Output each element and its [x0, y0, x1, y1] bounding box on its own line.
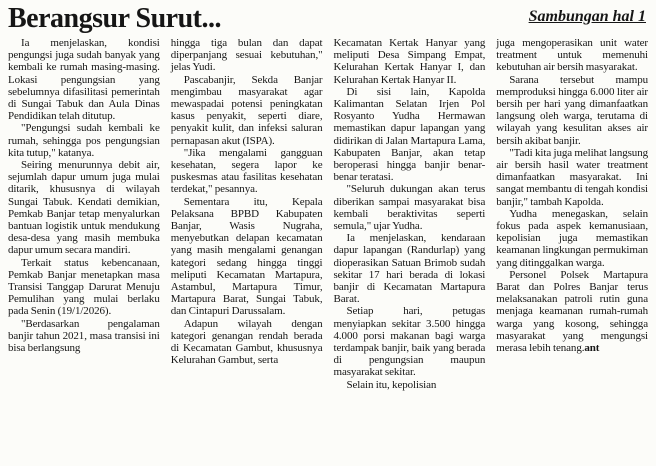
paragraph: Di sisi lain, Kapolda Kalimantan Selatan Irjen Pol Rosyanto Yudha Hermawan memastikan dapur lapangan yang didirikan di Jalan Martapura Lama, Kabupaten Banjar, akan tetap beroperasi hingga banjir benar-benar teratasi.: [333, 85, 486, 184]
paragraph: Setiap hari, petugas menyiapkan sekitar 3.500 hingga 4.000 porsi makanan bagi warga terdampak banjir, baik yang berada di pengungsian maupun masyarakat sekitar.: [333, 305, 486, 379]
paragraph: "Tadi kita juga melihat langsung air bersih hasil water treatment dimanfaatkan masyarakat. Ini sangat membantu di tengah kondisi banjir," tambah Kapolda.: [496, 146, 648, 208]
paragraph: Adapun wilayah dengan kategori genangan rendah berada di Kecamatan Gambut, khususnya Kelurahan Gambut, serta: [170, 317, 323, 367]
paragraph: Terkait status kebencanaan, Pemkab Banjar menetapkan masa Transisi Tanggap Darurat Menuju Pemulihan yang mulai berlaku pada Senin (19/1/2026).: [8, 256, 160, 318]
article-columns: [8, 37, 648, 391]
paragraph: "Seluruh dukungan akan terus diberikan sampai masyarakat bisa kembali beraktivitas seperti semula," ujar Yudha.: [333, 183, 486, 233]
article-column-3: [334, 37, 486, 391]
paragraph: Selain itu, kepolisian: [346, 378, 437, 391]
article-column-1: [8, 37, 160, 391]
paragraph: Pascabanjir, Sekda Banjar mengimbau masyarakat agar mewaspadai potensi peningkatan kasus penyakit, seperti diare, penyakit kulit, dan infeksi saluran pernapasan akut (ISPA).: [170, 73, 323, 147]
paragraph: "Jika mengalami gangguan kesehatan, segera lapor ke puskesmas atau fasilitas kesehatan terdekat," pesannya.: [170, 146, 323, 196]
paragraph: Seiring menurunnya debit air, sejumlah dapur umum juga mulai ditarik, khususnya di wilayah Sungai Tabuk. Kendati demikian, Pemkab Banjar tetap menyalurkan bantuan logistik untuk mendukung desa-desa yang masih membuka dapur umum secara mandiri.: [8, 159, 160, 257]
article-column-2: [171, 37, 323, 391]
paragraph: "Pengungsi sudah kembali ke rumah, sehingga pos pengungsian kita tutup," katanya.: [8, 122, 160, 159]
paragraph: hingga tiga bulan dan dapat diperpanjang sesuai kebutuhan," jelas Yudi.: [170, 37, 323, 74]
paragraph: Yudha menegaskan, selain fokus pada aspek kemanusiaan, kepolisian juga memastikan keamanan lingkungan permukiman yang ditinggalkan warga.: [496, 207, 648, 269]
paragraph: Ia menjelaskan, kendaraan dapur lapangan (Randurlap) yang dioperasikan Satuan Brimob sudah sekitar 17 hari berada di lokasi banjir di Kecamatan Martapura Barat.: [333, 232, 486, 306]
paragraph: "Berdasarkan pengalaman banjir tahun 2021, masa transisi ini bisa berlangsung: [8, 317, 160, 355]
news-agency-tag: ant: [584, 342, 600, 355]
paragraph: juga mengoperasikan unit water treatment untuk memenuhi kebutuhan air bersih masyarakat.: [496, 37, 648, 74]
paragraph: Ia menjelaskan, kondisi pengungsi juga sudah banyak yang kembali ke rumah masing-masing. Lokasi pengungsian yang sebelumnya difasilitasi pemerintah di Sungai Tabuk dan Aula Dinas Pendidikan telah ditutup.: [8, 37, 160, 123]
paragraph: Sarana tersebut mampu memproduksi hingga 6.000 liter air bersih per hari yang dimanfaatkan langsung oleh warga, terutama di wilayah yang kesulitan akses air bersih akibat banjir.: [496, 73, 648, 147]
paragraph: Kecamatan Kertak Hanyar yang meliputi Desa Simpang Empat, Kelurahan Kertak Hanyar I, dan Kelurahan Kertak Hanyar II.: [333, 37, 486, 86]
article-column-4: [496, 37, 648, 391]
paragraph: Personel Polsek Martapura Barat dan Polres Banjar terus melaksanakan patroli rutin guna menjaga keamanan rumah-rumah warga yang kosong, sehingga masyarakat yang mengungsi merasa lebih tenang.ant: [496, 268, 648, 355]
article-title: Berangsur Surut...: [8, 3, 221, 34]
paragraph: Sementara itu, Kepala Pelaksana BPBD Kabupaten Banjar, Wasis Nugraha, menyebutkan delapan kecamatan yang masih mengalami genangan kategori sedang hingga tinggi meliputi Kecamatan Martapura, Astambul, Martapura Timur, Martapura Barat, Sungai Tabuk, dan Cintapuri Darussalam.: [170, 195, 323, 318]
continuation-label: Sambungan hal 1: [528, 8, 646, 25]
article-header: [8, 3, 648, 34]
